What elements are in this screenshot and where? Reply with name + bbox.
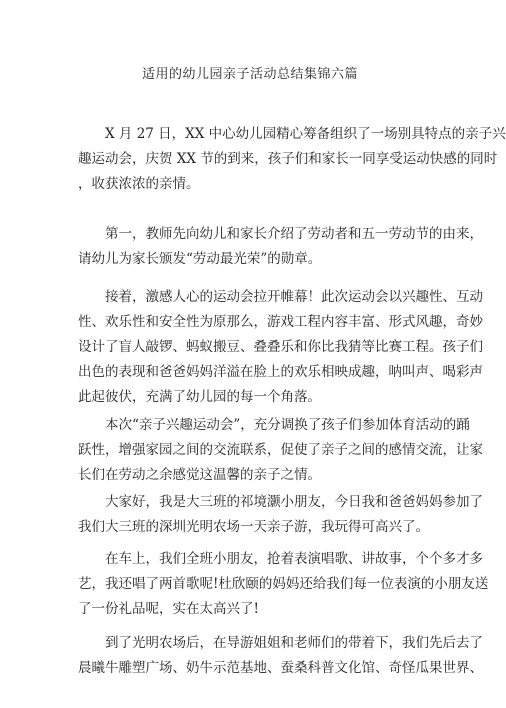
text-line: 设计了盲人敲锣、蚂蚁搬豆、叠叠乐和你比我猜等比赛工程。孩子们 [78,339,483,355]
text-line: 长们在劳动之余感觉这温馨的亲子之情。 [78,467,321,483]
text-line: 晨曦牛雕塑广场、奶牛示范基地、蚕桑科普文化馆、奇怪瓜果世界、 [78,660,483,676]
text-line: 在车上，我们全班小朋友，抢着表演唱歌、讲故事，个个多才多 [105,551,483,567]
text-line: 接着，激感人心的运动会拉开帷幕！此次运动会以兴趣性、互动 [105,289,483,305]
text-line: 第一，教师先向幼儿和家长介绍了劳动者和五一劳动节的由来， [105,226,483,242]
paragraph-3 [78,285,483,410]
text-line: 出色的表现和爸爸妈妈洋溢在脸上的欢乐相映成趣，呐叫声、喝彩声 [78,364,483,380]
text-line: 艺，我还唱了两首歌呢!杜欣颐的妈妈还给我们每一位表演的小朋友送 [78,576,489,592]
text-line: 趣运动会，庆贺 XX 节的到来，孩子们和家长一同享受运动快感的同时 [78,151,498,167]
paragraph-1 [78,122,506,197]
text-line: X 月 27 日，XX 中心幼儿园精心筹备组织了一场别具特点的亲子兴 [105,126,506,142]
text-line: 性、欢乐性和安全性为原那么，游戏工程内容丰富、形式风趣，奇妙 [78,314,483,330]
paragraph-5 [78,490,483,540]
text-line: 大家好，我是大三班的祁境灏小朋友，今日我和爸爸妈妈参加了 [105,494,483,510]
text-line: 此起彼伏，充满了幼儿园的每一个角落。 [78,389,321,405]
text-line: 到了光明农场后，在导游姐姐和老师们的带着下，我们先后去了 [105,635,483,651]
text-line: 跃性，增强家园之间的交流联系，促使了亲子之间的感情交流，让家 [78,442,483,458]
paragraph-6 [78,547,489,622]
text-line: 请幼儿为家长颁发“劳动最光荣”的勋章。 [78,251,322,267]
text-line: 本次“亲子兴趣运动会”，充分调换了孩子们参加体育活动的踊 [105,417,470,433]
paragraph-4 [78,413,483,488]
text-line: 我们大三班的深圳光明农场一天亲子游，我玩得可高兴了。 [78,519,429,535]
document-title: 适用的幼儿园亲子活动总结集锦六篇 [141,67,358,82]
text-line: ，收获浓浓的亲情。 [78,176,200,192]
text-line: 了一份礼品呢，实在太高兴了! [78,601,259,617]
paragraph-7 [78,631,483,681]
paragraph-2 [78,222,483,272]
